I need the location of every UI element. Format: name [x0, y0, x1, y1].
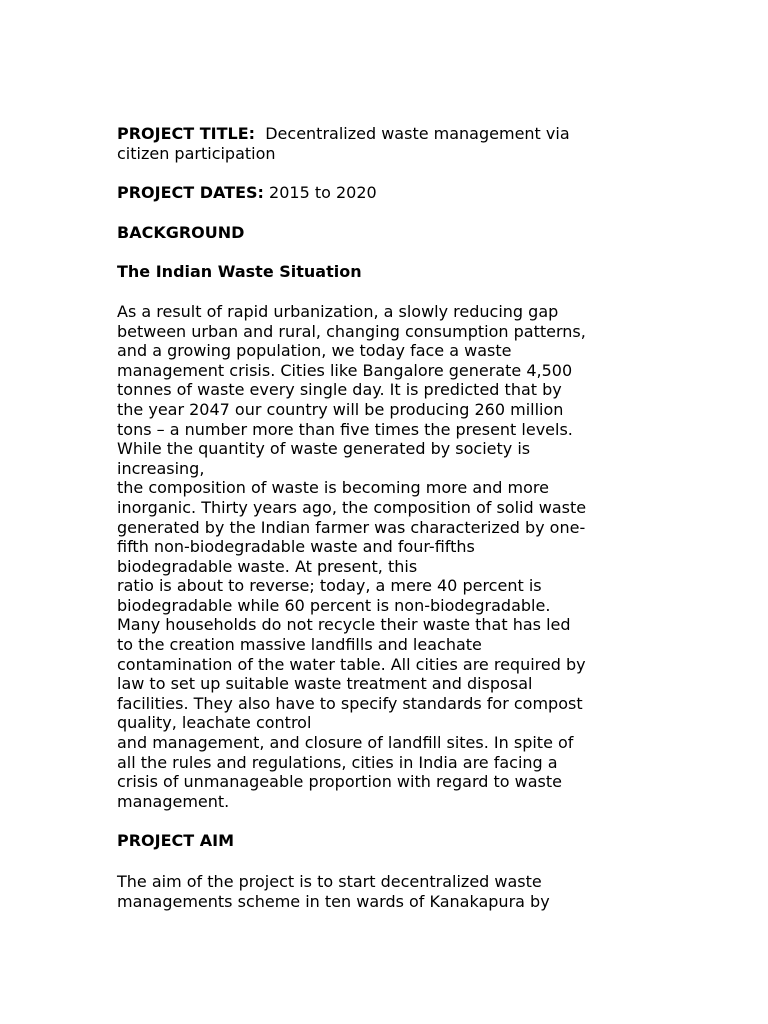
- body-line: biodegradable while 60 percent is non-biodegradable.: [117, 595, 551, 615]
- project-title-line2: citizen participation: [117, 143, 276, 163]
- project-dates: [117, 183, 657, 203]
- body-line: facilities. They also have to specify standards for compost: [117, 693, 583, 713]
- project-title-line1: Decentralized waste management via: [265, 124, 570, 143]
- project-aim-body: [117, 872, 657, 911]
- document-page: [117, 124, 657, 911]
- body-line: generated by the Indian farmer was characterized by one-: [117, 517, 586, 537]
- project-aim-heading: PROJECT AIM: [117, 831, 235, 851]
- body-line: fifth non-biodegradable waste and four-fifths: [117, 537, 475, 557]
- body-line: law to set up suitable waste treatment and disposal: [117, 674, 533, 694]
- background-body: [117, 302, 657, 811]
- body-line: contamination of the water table. All cities are required by: [117, 654, 586, 674]
- body-line: the year 2047 our country will be producing 260 million: [117, 399, 564, 419]
- body-line: While the quantity of waste generated by society is: [117, 439, 531, 459]
- body-line: As a result of rapid urbanization, a slowly reducing gap: [117, 301, 559, 321]
- body-line: biodegradable waste. At present, this: [117, 556, 418, 576]
- background-heading: BACKGROUND: [117, 222, 245, 242]
- body-line: and management, and closure of landfill sites. In spite of: [117, 733, 574, 753]
- body-line: all the rules and regulations, cities in India are facing a: [117, 752, 558, 772]
- project-title: [117, 124, 657, 163]
- body-line: increasing,: [117, 458, 205, 478]
- body-line: tonnes of waste every single day. It is predicted that by: [117, 380, 562, 400]
- body-line: crisis of unmanageable proportion with regard to waste: [117, 772, 563, 792]
- aim-line: managements scheme in ten wards of Kanakapura by: [117, 891, 550, 911]
- body-line: between urban and rural, changing consumption patterns,: [117, 321, 586, 341]
- project-title-label: PROJECT TITLE:: [117, 124, 256, 143]
- body-line: quality, leachate control: [117, 713, 312, 733]
- body-line: inorganic. Thirty years ago, the composition of solid waste: [117, 497, 587, 517]
- project-dates-label: PROJECT DATES:: [117, 183, 264, 203]
- body-line: Many households do not recycle their waste that has led: [117, 615, 571, 635]
- body-line: management crisis. Cities like Bangalore generate 4,500: [117, 360, 573, 380]
- body-line: the composition of waste is becoming more and more: [117, 478, 549, 498]
- section-subheading: The Indian Waste Situation: [117, 262, 362, 282]
- body-line: and a growing population, we today face a waste: [117, 341, 512, 361]
- aim-line: The aim of the project is to start decentralized waste: [117, 872, 542, 891]
- project-dates-value: 2015 to 2020: [269, 183, 377, 203]
- body-line: ratio is about to reverse; today, a mere 40 percent is: [117, 576, 542, 596]
- body-line: management.: [117, 791, 230, 811]
- body-line: to the creation massive landfills and leachate: [117, 635, 482, 655]
- body-line: tons – a number more than five times the present levels.: [117, 419, 573, 439]
